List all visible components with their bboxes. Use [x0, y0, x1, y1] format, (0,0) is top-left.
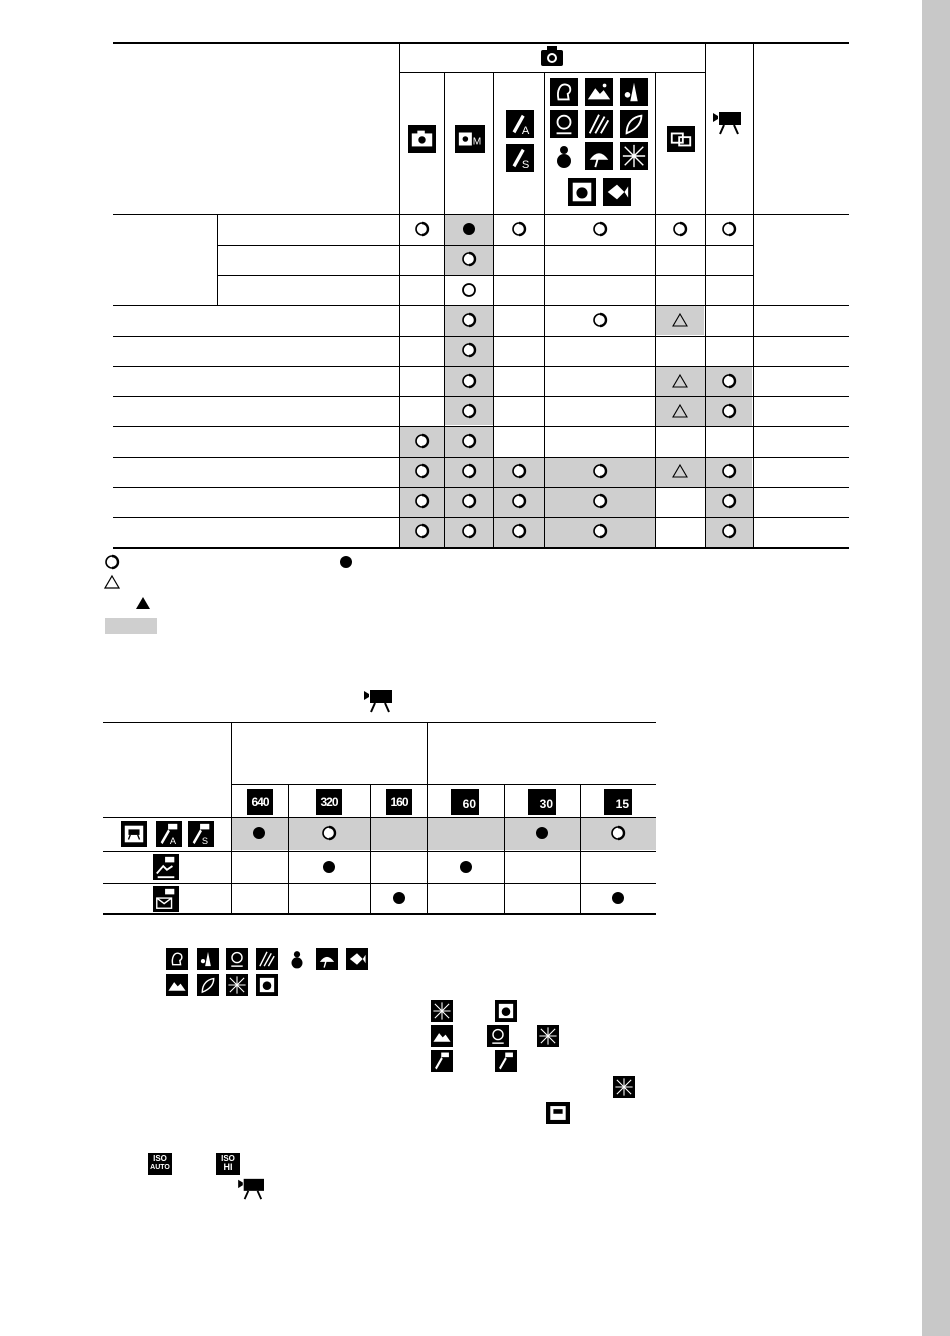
filled-circle-symbol — [391, 890, 407, 906]
svg-text:S: S — [521, 159, 530, 171]
fireworks-scene-icon — [585, 110, 613, 138]
landscape-scene-icon — [431, 1025, 453, 1047]
legend-filled-triangle — [135, 595, 151, 611]
svg-text:S: S — [201, 836, 209, 846]
triangle-symbol — [672, 312, 688, 328]
open-circle-symbol — [461, 463, 477, 479]
underwater-scene-icon — [603, 178, 631, 206]
open-circle-symbol — [592, 493, 608, 509]
frame-rate-30-icon: 30 — [528, 789, 556, 815]
triangle-symbol — [672, 463, 688, 479]
foliage-scene-icon — [197, 974, 219, 996]
filled-circle-symbol — [610, 890, 626, 906]
fireworks-scene-icon — [256, 948, 278, 970]
open-circle-symbol — [511, 463, 527, 479]
open-circle-symbol — [721, 373, 737, 389]
open-circle-symbol — [721, 493, 737, 509]
night-scene-icon — [620, 78, 648, 106]
open-circle-symbol — [672, 221, 688, 237]
legend-open-circle — [104, 554, 120, 570]
auto-camera-icon — [408, 125, 436, 153]
open-circle-symbol — [511, 523, 527, 539]
page-edge-tab — [922, 0, 950, 1336]
open-circle-symbol — [461, 373, 477, 389]
movie-email-icon — [153, 886, 179, 912]
open-circle-symbol — [414, 433, 430, 449]
portrait-scene-icon — [166, 948, 188, 970]
filled-circle-symbol — [461, 221, 477, 237]
triangle-symbol — [672, 403, 688, 419]
legend-filled-circle — [338, 554, 354, 570]
kids-pets-scene-icon — [487, 1025, 509, 1047]
open-circle-symbol — [610, 825, 626, 841]
svg-text:A: A — [169, 836, 177, 846]
open-circle-symbol — [414, 523, 430, 539]
open-circle-symbol — [592, 221, 608, 237]
open-circle-symbol — [592, 463, 608, 479]
filled-circle-symbol — [321, 859, 337, 875]
foliage-scene-icon — [620, 110, 648, 138]
frame-rate-15-icon: 15 — [604, 789, 632, 815]
av-pen-icon — [506, 110, 534, 138]
kids-pets-scene-icon — [226, 948, 248, 970]
movie-standard-icon — [121, 821, 147, 847]
open-circle-symbol — [461, 282, 477, 298]
snow-scene-icon — [550, 142, 578, 170]
filled-circle-symbol — [534, 825, 550, 841]
open-circle-symbol — [461, 523, 477, 539]
beach-scene-icon — [585, 142, 613, 170]
landscape-scene-icon — [585, 78, 613, 106]
camera-icon — [539, 45, 565, 67]
legend-shaded-box — [105, 618, 157, 634]
open-circle-symbol — [511, 493, 527, 509]
resolution-320-icon: 320 — [316, 789, 342, 815]
svg-text:A: A — [521, 125, 530, 137]
night-scene-icon — [197, 948, 219, 970]
triangle-symbol — [672, 373, 688, 389]
kids-pets-scene-icon — [550, 110, 578, 138]
iso-auto-icon: ISO AUTO — [148, 1153, 172, 1175]
open-circle-symbol — [461, 312, 477, 328]
open-circle-symbol — [461, 403, 477, 419]
open-circle-symbol — [592, 312, 608, 328]
open-circle-symbol — [414, 463, 430, 479]
movie-standard-icon — [546, 1102, 570, 1124]
open-circle-symbol — [321, 825, 337, 841]
snow-scene-icon — [286, 948, 308, 970]
movie-camera-icon — [362, 688, 396, 714]
frame-rate-60-icon: 60 — [451, 789, 479, 815]
movie-tv-icon — [495, 1050, 517, 1072]
movie-av-icon — [431, 1050, 453, 1072]
color-swap-scene-icon — [226, 974, 248, 996]
color-swap-scene-icon — [537, 1025, 559, 1047]
open-circle-symbol — [721, 403, 737, 419]
open-circle-symbol — [461, 433, 477, 449]
open-circle-symbol — [721, 463, 737, 479]
open-circle-symbol — [461, 342, 477, 358]
color-accent-scene-icon — [256, 974, 278, 996]
open-circle-symbol — [414, 221, 430, 237]
open-circle-symbol — [592, 523, 608, 539]
resolution-160-icon: 160 — [386, 789, 412, 815]
manual-cm-icon — [455, 125, 485, 153]
stitch-assist-icon — [667, 126, 695, 152]
color-accent-scene-icon — [495, 1000, 517, 1022]
filled-circle-symbol — [251, 825, 267, 841]
movie-tv-icon — [188, 821, 214, 847]
movie-fast-frame-icon — [153, 854, 179, 880]
underwater-scene-icon — [346, 948, 368, 970]
movie-camera-icon — [237, 1177, 267, 1201]
beach-scene-icon — [316, 948, 338, 970]
color-swap-scene-icon — [620, 142, 648, 170]
movie-av-icon — [156, 821, 182, 847]
open-circle-symbol — [721, 523, 737, 539]
iso-hi-icon: ISO HI — [216, 1153, 240, 1175]
tv-pen-icon — [506, 144, 534, 172]
movie-camera-icon — [712, 110, 744, 136]
open-circle-symbol — [511, 221, 527, 237]
color-swap-scene-icon — [613, 1076, 635, 1098]
svg-text:M: M — [472, 136, 482, 148]
open-circle-symbol — [414, 493, 430, 509]
open-circle-symbol — [461, 493, 477, 509]
landscape-scene-icon — [166, 974, 188, 996]
legend-triangle — [104, 574, 120, 590]
open-circle-symbol — [721, 221, 737, 237]
color-accent-scene-icon — [568, 178, 596, 206]
portrait-scene-icon — [550, 78, 578, 106]
color-swap-scene-icon — [431, 1000, 453, 1022]
open-circle-symbol — [461, 251, 477, 267]
filled-circle-symbol — [458, 859, 474, 875]
resolution-640-icon: 640 — [247, 789, 273, 815]
